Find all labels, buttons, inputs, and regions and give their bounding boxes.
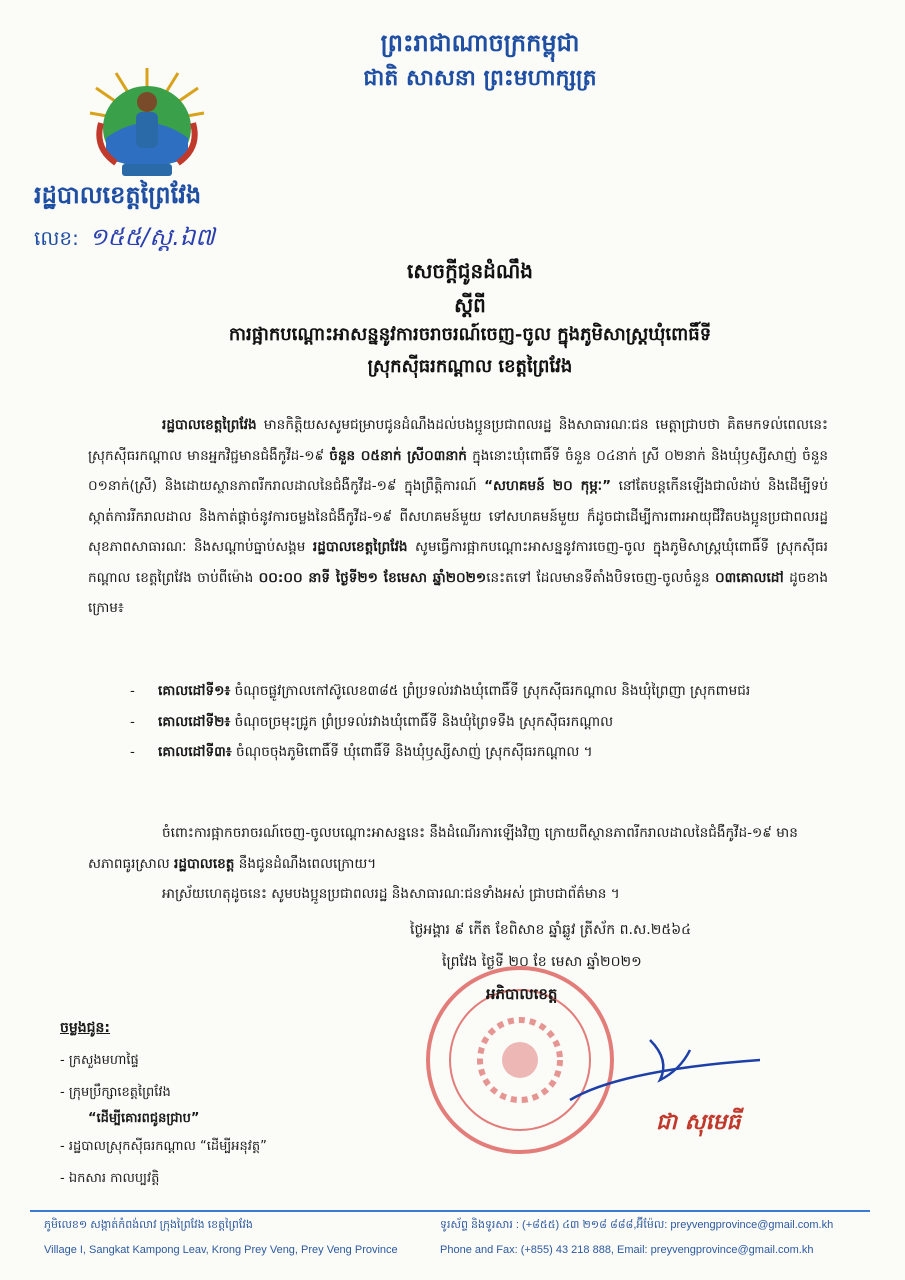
body-bold-admin-2: រដ្ឋបាលខេត្តព្រៃវែង	[312, 539, 408, 555]
closing-text-1: ចំពោះការផ្អាកចរាចរណ៍ចេញ-ចូលបណ្តោះអាសន្ននេះ នឹងដំណើរការឡើងវិញ ក្រោយពីស្ថានភាពរីករាលដាលនៃជំងឺកូវីដ-១៩ មានសភាពធូរស្រាល	[88, 825, 798, 872]
provincial-administration-name: រដ្ឋបាលខេត្តព្រៃវែង	[34, 180, 202, 209]
body-bold-admin: រដ្ឋបាលខេត្តព្រៃវែង	[162, 417, 257, 433]
reference-label: លេខ:	[34, 226, 79, 250]
target-list	[130, 676, 830, 768]
body-text-5: នេះតទៅ ដែលមានទីតាំងបិទចេញ-ចូលចំនួន	[486, 569, 716, 586]
list-item: - គោលដៅទី១៖ ចំណុចផ្លូវក្រាលកៅស៊ូលេខ៣៨៥ ព្រំប្រទល់រវាងឃុំពោធិ៍ទី ស្រុកស៊ីធរកណ្តាល និងឃុំព្រៃញា ស្រុកពាមជរ	[130, 683, 751, 699]
footer-address-km: ភូមិលេខ១ សង្កាត់កំពង់លាវ ក្រុងព្រៃវែង ខេត្តព្រៃវែង	[44, 1219, 253, 1231]
solar-date: ព្រៃវែង ថ្ងៃទី ២០ ខែ មេសា ឆ្នាំ២០២១	[442, 954, 642, 970]
target-text: ចំណុចចុងភូមិពោធិ៍ទី ឃុំពោធិ៍ទី និងឃុំឫស្សីសាញ់ ស្រុកស៊ីធរកណ្តាល ។	[231, 744, 593, 760]
handwritten-signature-icon	[560, 1030, 770, 1110]
body-bold-count: ចំនួន ០៥នាក់ ស្រី០៣នាក់	[329, 447, 467, 464]
cc-title: ចម្លងជូន:	[60, 1020, 111, 1036]
closing-paragraphs	[88, 818, 828, 910]
body-bold-targets: ០៣គោលដៅ	[715, 569, 784, 586]
cc-item: - រដ្ឋបាលស្រុកស៊ីធរកណ្តាល “ដើម្បីអនុវត្ត”	[60, 1139, 267, 1154]
reference-value: ១៥៥/ស្ត.ឯ៧	[89, 223, 215, 251]
lunar-date: ថ្ងៃអង្គារ ៩ កើត ខែពិសាខ ឆ្នាំឆ្លូវ ត្រីស័ក ព.ស.២៥៦៤	[410, 922, 692, 938]
target-text: ចំណុចច្រមុះជ្រូក ព្រំប្រទល់រវាងឃុំពោធិ៍ទី និងឃុំព្រៃទទឹង ស្រុកស៊ីធរកណ្តាល	[230, 713, 614, 730]
reference-number	[34, 222, 215, 257]
body-paragraph-1	[88, 410, 828, 624]
body-text-2: ក្នុងនោះឃុំពោធិ៍ទី ចំនួន ០៤នាក់ ស្រី ០២នាក់ និងឃុំឫស្សីសាញ់ ចំនួន ០១នាក់(ស្រី) និងដោយស្ថានភាពរីករាលដាលនៃជំងឺកូវីដ-១៩ ក្នុងព្រឹត្តិការណ៍	[88, 447, 828, 494]
body-text-6: ដូចខាងក្រោម៖	[88, 569, 828, 616]
body-text-3: នៅតែបន្តកើនឡើងជាលំដាប់ និងដើម្បីទប់ស្កាត់ការរីករាលដាល និងកាត់ផ្តាច់នូវការចម្លងនៃជំងឺកូវីដ-១៩ ពីសហគមន៍មួយ ទៅសហគមន៍មួយ ក៏ដូចជាដើម្បីការពារអាយុជីវិតបងប្អូនប្រជាពលរដ្ឋ សុខភាពសាធារណៈ និងសណ្តាប់ធ្នាប់សង្គម	[88, 478, 829, 555]
target-label: គោលដៅទី១៖	[158, 683, 231, 699]
signatory-name: ជា សុមេធី	[656, 1110, 741, 1135]
footer-contact-en: Phone and Fax: (+855) 43 218 888, Email: preyvengprovince@gmail.com.kh	[440, 1244, 814, 1256]
cc-item: - ក្រសួងមហាផ្ទៃ	[60, 1053, 139, 1068]
signatory-title: អភិបាលខេត្ត	[486, 985, 558, 1003]
closing-text-2: នឹងជូនដំណឹងពេលក្រោយ។	[234, 855, 377, 872]
footer-address-en: Village I, Sangkat Kampong Leav, Krong Prey Veng, Prey Veng Province	[44, 1244, 398, 1256]
closing-paragraph-1	[88, 818, 828, 879]
notice-subject-label: ស្តីពី	[454, 293, 486, 317]
notice-title: សេចក្តីជូនដំណឹង	[407, 259, 533, 283]
notice-subject-line1: ការផ្អាកបណ្តោះអាសន្ននូវការចរាចរណ៍ចេញ-ចូល ក្នុងភូមិសាស្ត្រឃុំពោធិ៍ទី	[228, 324, 712, 345]
list-item: - គោលដៅទី៣៖ ចំណុចចុងភូមិពោធិ៍ទី ឃុំពោធិ៍ទី និងឃុំឫស្សីសាញ់ ស្រុកស៊ីធរកណ្តាល ។	[130, 744, 593, 760]
closing-paragraph-2: អាស្រ័យហេតុដូចនេះ សូមបងប្អូនប្រជាពលរដ្ឋ និងសាធារណៈជនទាំងអស់ ជ្រាបជាព័ត៌មាន ។	[162, 886, 620, 902]
cc-item: - ក្រុមប្រឹក្សាខេត្តព្រៃវែង	[60, 1085, 171, 1100]
kingdom-title: ព្រះរាជាណាចក្រកម្ពុជា	[380, 28, 580, 57]
cc-item: - ឯកសារ កាលប្បវត្តិ	[60, 1171, 160, 1186]
body-text-4: សូមធ្វើការផ្អាកបណ្តោះអាសន្ននូវការចេញ-ចូល ក្នុងភូមិសាស្ត្រឃុំពោធិ៍ទី ស្រុកស៊ីធរកណ្តាល ខេត្តព្រៃវែង ចាប់ពីម៉ោង	[88, 539, 828, 586]
list-item: - គោលដៅទី២៖ ចំណុចច្រមុះជ្រូក ព្រំប្រទល់រវាងឃុំពោធិ៍ទី និងឃុំព្រៃទទឹង ស្រុកស៊ីធរកណ្តាល	[130, 713, 614, 730]
body-text-1: មានកិត្តិយសសូមជម្រាបជូនដំណឹងដល់បងប្អូនប្រជាពលរដ្ឋ និងសាធារណៈជន មេត្តាជ្រាបថា គិតមកទល់ពេលនេះ ស្រុកស៊ីធរកណ្តាល មានអ្នកវិជ្ជមានជំងឺកូវីដ-១៩	[88, 417, 828, 464]
notice-body	[88, 410, 828, 624]
target-text: ចំណុចផ្លូវក្រាលកៅស៊ូលេខ៣៨៥ ព្រំប្រទល់រវាងឃុំពោធិ៍ទី ស្រុកស៊ីធរកណ្តាល និងឃុំព្រៃញា ស្រុកពាមជរ	[230, 683, 751, 699]
body-bold-event: “សហគមន៍ ២០ កុម្ភៈ”	[484, 478, 612, 494]
footer-divider	[30, 1210, 870, 1212]
closing-bold: រដ្ឋបាលខេត្ត	[174, 855, 235, 872]
footer-contact-km: ទូរស័ព្ទ និងទូរសារ : (+៨៥៥) ៤៣ ២១៨ ៨៨៨,អ៊ីម៉ែល: preyvengprovince@gmail.com.kh	[440, 1219, 834, 1231]
target-label: គោលដៅទី២៖	[158, 713, 231, 730]
target-label: គោលដៅទី៣៖	[158, 744, 232, 760]
body-bold-time: ០០:០០ នាទី ថ្ងៃទី២១ ខែមេសា ឆ្នាំ២០២១	[258, 569, 487, 586]
cc-item-note: “ដើម្បីគោរពជូនជ្រាប”	[88, 1111, 200, 1126]
notice-subject-line2: ស្រុកស៊ីធរកណ្តាល ខេត្តព្រៃវែង	[367, 356, 573, 377]
kingdom-motto: ជាតិ សាសនា ព្រះមហាក្សត្រ	[363, 65, 597, 91]
province-emblem-icon	[86, 68, 208, 178]
